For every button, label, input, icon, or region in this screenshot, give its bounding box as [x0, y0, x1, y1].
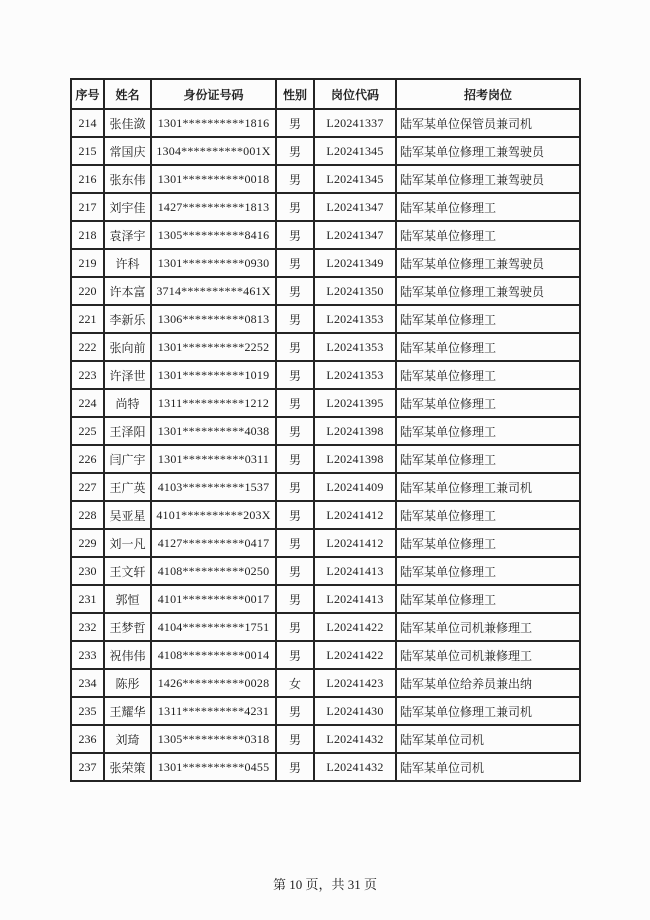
- cell-gender: 男: [276, 333, 314, 361]
- table-row: [71, 473, 580, 501]
- cell-gender: 男: [276, 305, 314, 333]
- cell-job-title: 陆军某单位修理工: [396, 193, 580, 221]
- cell-job-title: 陆军某单位修理工: [396, 361, 580, 389]
- cell-gender: 男: [276, 529, 314, 557]
- cell-no: 225: [71, 417, 104, 445]
- cell-id-number: 1301**********1019: [151, 361, 276, 389]
- cell-name: 闫广宇: [104, 445, 151, 473]
- cell-gender: 男: [276, 109, 314, 137]
- table-row: [71, 669, 580, 697]
- table-row: [71, 557, 580, 585]
- cell-job-code: L20241413: [314, 557, 396, 585]
- table-row: [71, 389, 580, 417]
- cell-no: 236: [71, 725, 104, 753]
- cell-no: 229: [71, 529, 104, 557]
- table-row: [71, 417, 580, 445]
- table-row: [71, 501, 580, 529]
- column-header-gender: 性别: [276, 79, 314, 109]
- cell-gender: 男: [276, 137, 314, 165]
- cell-job-title: 陆军某单位修理工兼驾驶员: [396, 277, 580, 305]
- cell-no: 226: [71, 445, 104, 473]
- cell-name: 郭恒: [104, 585, 151, 613]
- cell-name: 张向前: [104, 333, 151, 361]
- cell-job-code: L20241412: [314, 501, 396, 529]
- cell-gender: 女: [276, 669, 314, 697]
- cell-id-number: 1304**********001X: [151, 137, 276, 165]
- cell-job-code: L20241423: [314, 669, 396, 697]
- column-header-job-title: 招考岗位: [396, 79, 580, 109]
- cell-no: 228: [71, 501, 104, 529]
- cell-job-code: L20241413: [314, 585, 396, 613]
- cell-id-number: 1301**********0930: [151, 249, 276, 277]
- table-row: [71, 361, 580, 389]
- cell-job-code: L20241353: [314, 333, 396, 361]
- cell-no: 222: [71, 333, 104, 361]
- cell-no: 235: [71, 697, 104, 725]
- cell-id-number: 4101**********203X: [151, 501, 276, 529]
- cell-job-code: L20241345: [314, 137, 396, 165]
- cell-gender: 男: [276, 753, 314, 781]
- cell-id-number: 4103**********1537: [151, 473, 276, 501]
- cell-job-title: 陆军某单位司机: [396, 753, 580, 781]
- cell-gender: 男: [276, 221, 314, 249]
- cell-id-number: 1301**********0311: [151, 445, 276, 473]
- cell-gender: 男: [276, 165, 314, 193]
- cell-job-title: 陆军某单位给养员兼出纳: [396, 669, 580, 697]
- cell-job-code: L20241347: [314, 221, 396, 249]
- cell-gender: 男: [276, 585, 314, 613]
- cell-name: 王广英: [104, 473, 151, 501]
- cell-job-title: 陆军某单位修理工: [396, 501, 580, 529]
- cell-name: 刘一凡: [104, 529, 151, 557]
- cell-no: 230: [71, 557, 104, 585]
- cell-id-number: 3714**********461X: [151, 277, 276, 305]
- cell-id-number: 1301**********2252: [151, 333, 276, 361]
- cell-job-title: 陆军某单位修理工: [396, 417, 580, 445]
- cell-name: 祝伟伟: [104, 641, 151, 669]
- cell-id-number: 4101**********0017: [151, 585, 276, 613]
- cell-name: 王梦哲: [104, 613, 151, 641]
- table-row: [71, 333, 580, 361]
- cell-no: 215: [71, 137, 104, 165]
- cell-gender: 男: [276, 501, 314, 529]
- cell-no: 217: [71, 193, 104, 221]
- cell-gender: 男: [276, 613, 314, 641]
- cell-job-title: 陆军某单位修理工: [396, 333, 580, 361]
- cell-name: 尚特: [104, 389, 151, 417]
- cell-job-code: L20241398: [314, 445, 396, 473]
- cell-id-number: 1301**********4038: [151, 417, 276, 445]
- cell-job-code: L20241432: [314, 753, 396, 781]
- cell-job-code: L20241347: [314, 193, 396, 221]
- cell-job-code: L20241422: [314, 641, 396, 669]
- cell-gender: 男: [276, 361, 314, 389]
- cell-name: 王文轩: [104, 557, 151, 585]
- table-row: [71, 305, 580, 333]
- cell-job-code: L20241430: [314, 697, 396, 725]
- cell-id-number: 4127**********0417: [151, 529, 276, 557]
- table-row: [71, 613, 580, 641]
- cell-gender: 男: [276, 697, 314, 725]
- cell-job-code: L20241412: [314, 529, 396, 557]
- cell-no: 218: [71, 221, 104, 249]
- table-row: [71, 109, 580, 137]
- table-row: [71, 277, 580, 305]
- cell-job-code: L20241345: [314, 165, 396, 193]
- cell-no: 216: [71, 165, 104, 193]
- cell-job-title: 陆军某单位修理工: [396, 557, 580, 585]
- cell-id-number: 1311**********4231: [151, 697, 276, 725]
- cell-id-number: 1301**********1816: [151, 109, 276, 137]
- cell-id-number: 4108**********0014: [151, 641, 276, 669]
- page-number-footer: 第 10 页，共 31 页: [272, 877, 377, 892]
- cell-name: 常国庆: [104, 137, 151, 165]
- cell-name: 许科: [104, 249, 151, 277]
- cell-job-title: 陆军某单位修理工兼司机: [396, 697, 580, 725]
- cell-job-title: 陆军某单位保管员兼司机: [396, 109, 580, 137]
- table-row: [71, 697, 580, 725]
- cell-job-code: L20241353: [314, 305, 396, 333]
- cell-id-number: 4104**********1751: [151, 613, 276, 641]
- cell-id-number: 1427**********1813: [151, 193, 276, 221]
- cell-gender: 男: [276, 445, 314, 473]
- table-row: [71, 529, 580, 557]
- cell-job-code: L20241398: [314, 417, 396, 445]
- cell-job-title: 陆军某单位司机兼修理工: [396, 641, 580, 669]
- cell-gender: 男: [276, 417, 314, 445]
- cell-name: 张荣策: [104, 753, 151, 781]
- cell-job-title: 陆军某单位修理工兼驾驶员: [396, 249, 580, 277]
- cell-gender: 男: [276, 557, 314, 585]
- cell-no: 223: [71, 361, 104, 389]
- cell-job-title: 陆军某单位修理工: [396, 529, 580, 557]
- cell-name: 许本富: [104, 277, 151, 305]
- cell-name: 袁泽宇: [104, 221, 151, 249]
- cell-gender: 男: [276, 389, 314, 417]
- cell-id-number: 1426**********0028: [151, 669, 276, 697]
- cell-job-title: 陆军某单位修理工兼驾驶员: [396, 165, 580, 193]
- table-row: [71, 221, 580, 249]
- cell-no: 219: [71, 249, 104, 277]
- cell-name: 吴亚星: [104, 501, 151, 529]
- cell-no: 220: [71, 277, 104, 305]
- cell-no: 234: [71, 669, 104, 697]
- cell-name: 王泽阳: [104, 417, 151, 445]
- cell-id-number: 1305**********0318: [151, 725, 276, 753]
- cell-name: 刘琦: [104, 725, 151, 753]
- cell-name: 张佳潋: [104, 109, 151, 137]
- cell-gender: 男: [276, 193, 314, 221]
- cell-name: 王耀华: [104, 697, 151, 725]
- table-row: [71, 137, 580, 165]
- cell-job-title: 陆军某单位修理工: [396, 389, 580, 417]
- cell-name: 陈彤: [104, 669, 151, 697]
- cell-no: 231: [71, 585, 104, 613]
- column-header-no: 序号: [71, 79, 104, 109]
- cell-job-title: 陆军某单位修理工兼司机: [396, 473, 580, 501]
- cell-id-number: 4108**********0250: [151, 557, 276, 585]
- cell-no: 227: [71, 473, 104, 501]
- column-header-job-code: 岗位代码: [314, 79, 396, 109]
- cell-id-number: 1301**********0455: [151, 753, 276, 781]
- column-header-id-number: 身份证号码: [151, 79, 276, 109]
- cell-job-code: L20241432: [314, 725, 396, 753]
- cell-no: 237: [71, 753, 104, 781]
- cell-gender: 男: [276, 641, 314, 669]
- cell-job-code: L20241395: [314, 389, 396, 417]
- table-header-row: [71, 79, 580, 109]
- table-row: [71, 725, 580, 753]
- table-row: [71, 753, 580, 781]
- cell-job-code: L20241409: [314, 473, 396, 501]
- cell-job-code: L20241422: [314, 613, 396, 641]
- cell-job-code: L20241337: [314, 109, 396, 137]
- cell-name: 刘宇佳: [104, 193, 151, 221]
- cell-no: 214: [71, 109, 104, 137]
- cell-job-title: 陆军某单位修理工: [396, 585, 580, 613]
- cell-job-code: L20241349: [314, 249, 396, 277]
- cell-name: 张东伟: [104, 165, 151, 193]
- cell-id-number: 1306**********0813: [151, 305, 276, 333]
- cell-no: 221: [71, 305, 104, 333]
- cell-id-number: 1305**********8416: [151, 221, 276, 249]
- cell-job-title: 陆军某单位修理工兼驾驶员: [396, 137, 580, 165]
- table-row: [71, 585, 580, 613]
- cell-job-title: 陆军某单位司机: [396, 725, 580, 753]
- cell-id-number: 1301**********0018: [151, 165, 276, 193]
- cell-gender: 男: [276, 473, 314, 501]
- cell-name: 许泽世: [104, 361, 151, 389]
- table-row: [71, 165, 580, 193]
- table-row: [71, 193, 580, 221]
- cell-gender: 男: [276, 277, 314, 305]
- cell-gender: 男: [276, 249, 314, 277]
- cell-gender: 男: [276, 725, 314, 753]
- cell-job-title: 陆军某单位修理工: [396, 305, 580, 333]
- table-row: [71, 641, 580, 669]
- cell-no: 233: [71, 641, 104, 669]
- cell-no: 224: [71, 389, 104, 417]
- cell-no: 232: [71, 613, 104, 641]
- column-header-name: 姓名: [104, 79, 151, 109]
- table-row: [71, 249, 580, 277]
- cell-id-number: 1311**********1212: [151, 389, 276, 417]
- cell-job-title: 陆军某单位修理工: [396, 445, 580, 473]
- records-table: [70, 78, 581, 782]
- cell-job-title: 陆军某单位司机兼修理工: [396, 613, 580, 641]
- cell-name: 李新乐: [104, 305, 151, 333]
- cell-job-code: L20241353: [314, 361, 396, 389]
- cell-job-title: 陆军某单位修理工: [396, 221, 580, 249]
- cell-job-code: L20241350: [314, 277, 396, 305]
- table-row: [71, 445, 580, 473]
